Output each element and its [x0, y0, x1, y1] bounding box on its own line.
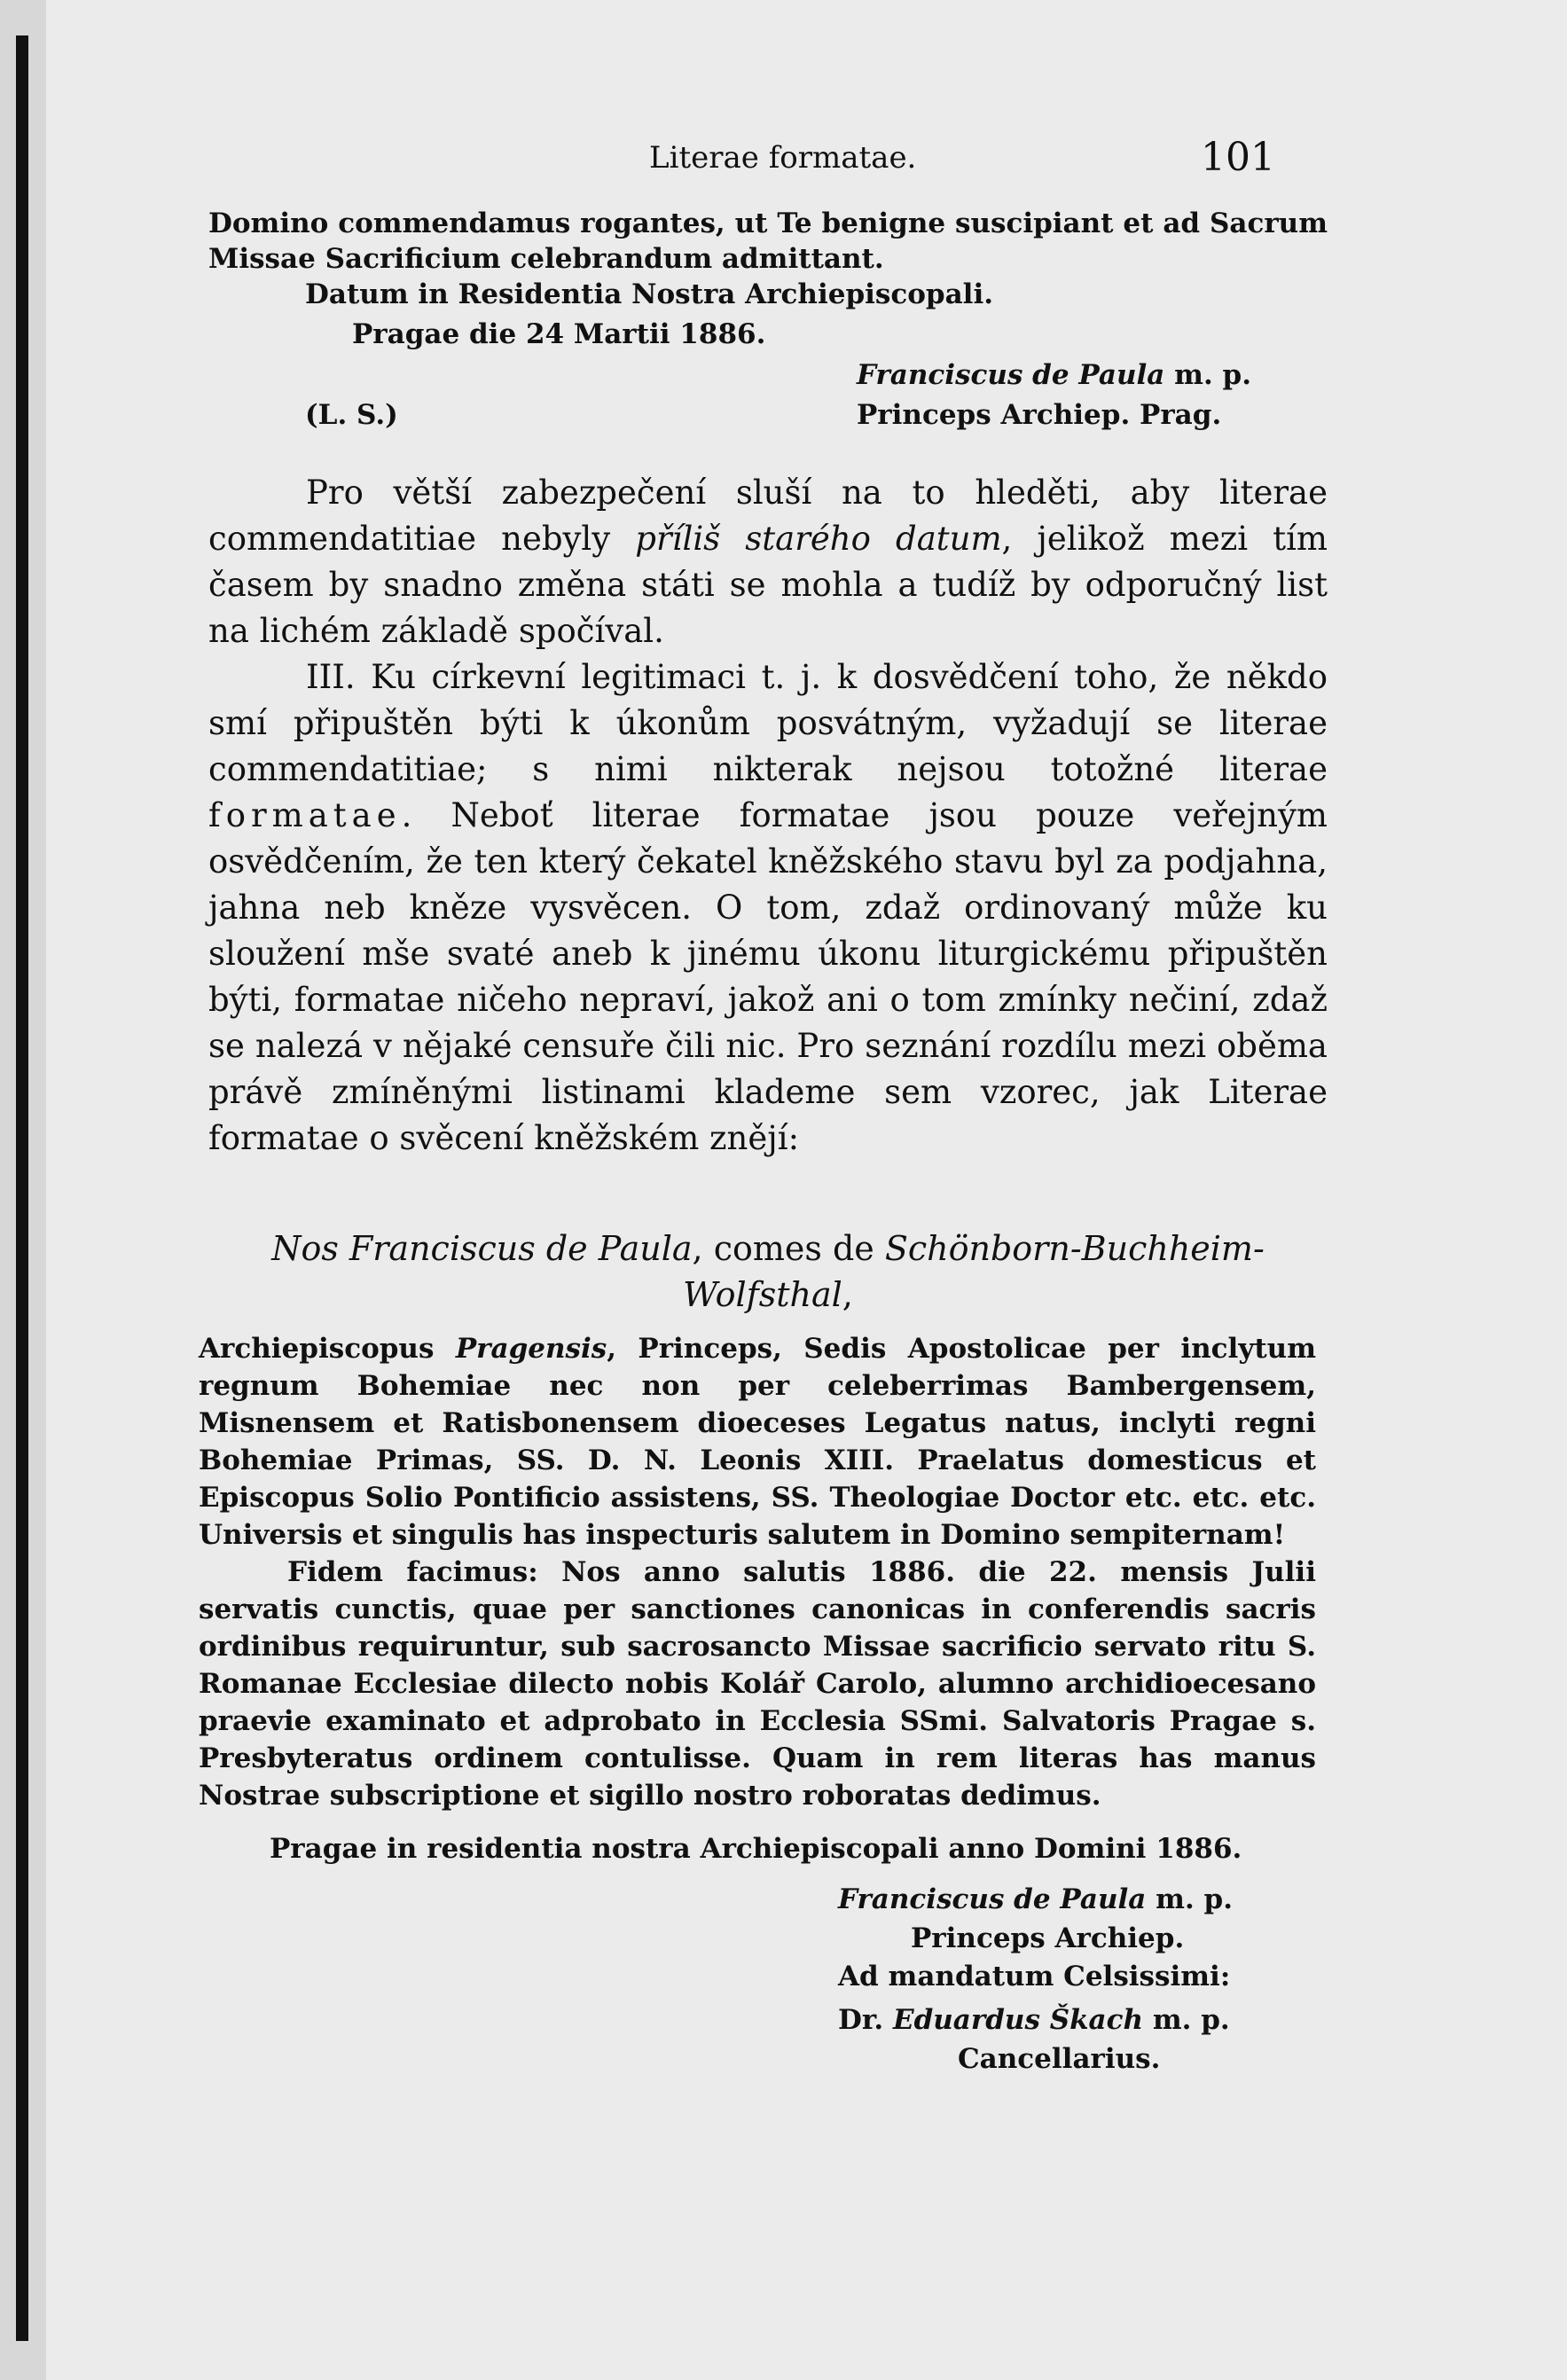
formula-heading: Nos Franciscus de Paula, comes de Schönborn-Buchheim-Wolfsthal, [271, 1229, 1265, 1314]
formula-name: Nos Franciscus de Paula [271, 1229, 693, 1268]
emphasis-text: příliš starého datum [635, 520, 1002, 558]
signature-mp: m. p. [1174, 359, 1251, 391]
signature-1-mp: m. p. [1156, 1883, 1233, 1915]
seal-marker: (L. S.) [305, 399, 398, 431]
letter-datum: Datum in Residentia Nostra Archiepiscopali. [305, 278, 994, 310]
formula-paragraph-3: Pragae in residentia nostra Archiepiscopali anno Domini 1886. [270, 1833, 1242, 1865]
signature-title: Princeps Archiep. Prag. [857, 399, 1222, 431]
formula-paragraph-1: Archiepiscopus Pragensis, Princeps, Sedis Apostolicae per inclytum regnum Bohemiae nec non per celeberrimas Bambergensem, Misnensem et Ratisbonensem dioeceses Legatus natus, inclyti regni Bohemiae Primas, SS. D. N. Leonis XIII. Praelatus domesticus et Episcopus Solio Pontificio assistens, SS. Theologiae Doctor etc. etc. etc. Universis et singulis has inspecturis salutem in Domino sempiternam! [199, 1333, 1316, 1551]
mandate-line: Ad mandatum Celsissimi: [838, 1961, 1231, 1992]
page-number: 101 [1201, 135, 1275, 180]
signature-block-2: Dr. Eduardus Škach m. p. [838, 2004, 1230, 2036]
letter-signature [857, 357, 1251, 393]
signature-2-mp: m. p. [1152, 2004, 1230, 2036]
signature-1-title: Princeps Archiep. [911, 1922, 1185, 1954]
letter-place-date: Pragae die 24 Martii 1886. [352, 318, 766, 350]
page-sheet [46, 0, 1567, 2380]
formula-paragraph-2: Fidem facimus: Nos anno salutis 1886. die 22. mensis Julii servatis cunctis, quae per sanctiones canonicas in conferendis sacris ordinibus requiruntur, sub sacrosancto Missae sacrificio servato ritu S. Romanae Ecclesiae dilecto nobis Kolář Carolo, alumno archidioecesano praevie examinato et adprobato in Ecclesia SSmi. Salvatoris Pragae s. Presbyteratus ordinem contulisse. Quam in rem literas has manus Nostrae subscriptione et sigillo nostro roboratas dedimus. [199, 1556, 1316, 1812]
body-paragraph-1: Pro větší zabezpečení sluší na to hleděti, aby literae commendatitiae nebyly příliš starého datum, jelikož mezi tím časem by snadno změna státi se mohla a tudíž by odporučný list na lichém základě spočíval. [208, 474, 1328, 650]
signature-1-name: Franciscus de Paula [838, 1883, 1147, 1915]
formula-emphasis: Pragensis [455, 1333, 607, 1365]
running-title: Literae formatae. [649, 140, 917, 176]
signature-2-name: Eduardus Škach [892, 2004, 1144, 2036]
formula-house: Schönborn-Buchheim-Wolfsthal [683, 1229, 1265, 1314]
spaced-term: formatae [208, 796, 402, 834]
signature-name: Franciscus de Paula [857, 359, 1165, 391]
letter-closing-text: Domino commendamus rogantes, ut Te benigne suscipiant et ad Sacrum Missae Sacrificium celebrandum admittant. [208, 207, 1328, 275]
body-paragraph-2: III. Ku církevní legitimaci t. j. k dosvědčení toho, že někdo smí připuštěn býti k úkonům posvátným, vyžadují se literae commendatitiae; s nimi nikterak nejsou totožné literae formatae. Neboť literae formatae jsou pouze veřejným osvědčením, že ten který čekatel kněžského stavu byl za podjahna, jahna neb kněze vysvěcen. O tom, zdaž ordinovaný může ku sloužení mše svaté aneb k jinému úkonu liturgickému připuštěn býti, formatae ničeho nepraví, jakož ani o tom zmínky nečiní, zdaž se nalezá v nějaké censuře čili nic. Pro seznání rozdílu mezi oběma právě zmíněnými listinami klademe sem vzorec, jak Literae formatae o svěcení kněžském znějí: [208, 658, 1328, 1157]
book-spine-edge [16, 35, 28, 2341]
running-header [46, 135, 1567, 193]
signature-block-1 [838, 1882, 1233, 1917]
signature-2-title: Cancellarius. [958, 2043, 1161, 2075]
